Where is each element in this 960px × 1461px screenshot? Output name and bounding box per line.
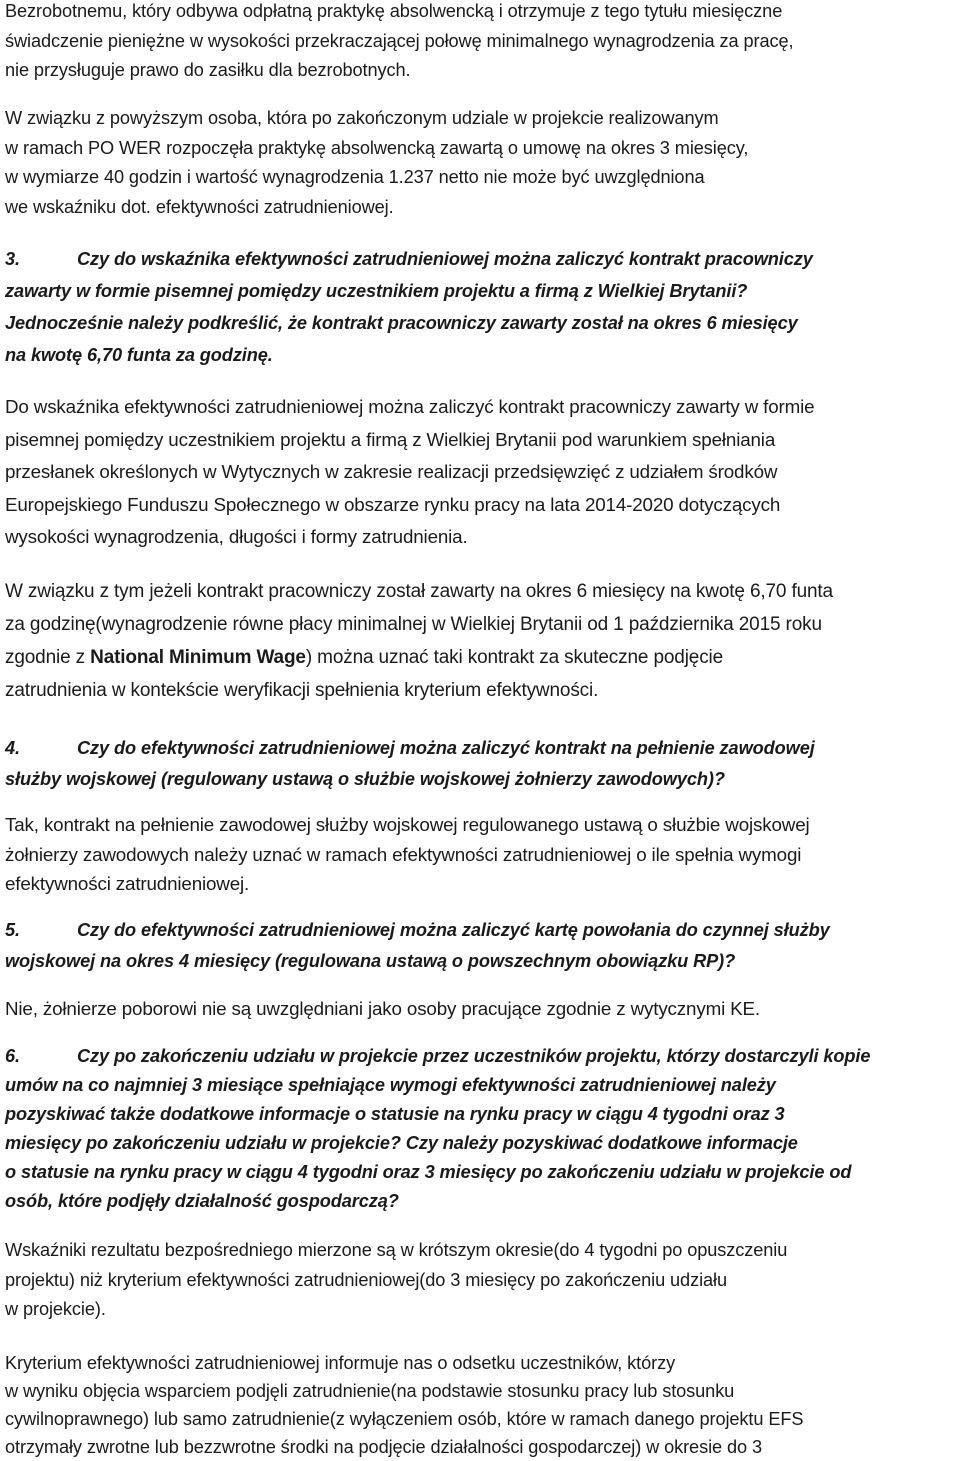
text-line: w wymiarze 40 godzin i wartość wynagrodzenia 1.237 netto nie może być uwzględniona — [5, 167, 705, 187]
question-text: Czy do wskaźnika efektywności zatrudnieniowej można zaliczyć kontrakt pracowniczy — [77, 249, 813, 269]
answer-3-conclusion — [5, 575, 955, 707]
emphasis-national-minimum-wage: National Minimum Wage — [90, 647, 306, 668]
question-line — [5, 243, 955, 275]
text-line: efektywności zatrudnieniowej. — [5, 873, 250, 894]
text-line: nie przysługuje prawo do zasiłku dla bezrobotnych. — [5, 60, 411, 80]
question-line: na kwotę 6,70 funta za godzinę. — [5, 345, 273, 365]
text-line: wysokości wynagrodzenia, długości i formy zatrudnienia. — [5, 526, 468, 547]
question-line: miesięcy po zakończeniu udziału w projekcie? Czy należy pozyskiwać dodatkowe informacje — [5, 1133, 798, 1153]
question-line — [5, 915, 955, 946]
question-number: 6. — [5, 1046, 20, 1066]
answer-4 — [5, 810, 955, 899]
question-line: służby wojskowej (regulowany ustawą o służbie wojskowej żołnierzy zawodowych)? — [5, 769, 725, 789]
text-line: Bezrobotnemu, który odbywa odpłatną praktykę absolwencką i otrzymuje z tego tytułu miesięczne — [5, 1, 783, 21]
answer-5 — [5, 993, 955, 1026]
text-line: W związku z tym jeżeli kontrakt pracowniczy został zawarty na okres 6 miesięcy na kwotę 6,70 funta — [5, 581, 833, 602]
paragraph-unemployed-internship — [5, 0, 955, 86]
text-line: Kryterium efektywności zatrudnieniowej informuje nas o odsetku uczestników, którzy — [5, 1353, 676, 1373]
text-segment: ) można uznać taki kontrakt za skuteczne podjęcie — [305, 647, 724, 668]
paragraph-po-wer-internship — [5, 104, 955, 222]
text-line: Wskaźniki rezultatu bezpośredniego mierzone są w krótszym okresie(do 4 tygodni po opuszczeniu — [5, 1240, 788, 1260]
text-line: w wyniku objęcia wsparciem podjęli zatrudnienie(na podstawie stosunku pracy lub stosunku — [5, 1381, 735, 1401]
text-line: żołnierzy zawodowych należy uznać w ramach efektywności zatrudnieniowej o ile spełnia wymogi — [5, 843, 802, 865]
question-number: 3. — [5, 249, 20, 269]
text-line: W związku z powyższym osoba, która po zakończonym udziale w projekcie realizowanym — [5, 108, 719, 128]
text-line — [5, 641, 955, 674]
question-line: Jednocześnie należy podkreślić, że kontrakt pracowniczy zawarty został na okres 6 miesięcy — [5, 313, 798, 333]
text-line: przesłanek określonych w Wytycznych w zakresie realizacji przedsięwzięć z udziałem środków — [5, 461, 778, 482]
text-line: projektu) niż kryterium efektywności zatrudnieniowej(do 3 miesięcy po zakończeniu udziału — [5, 1269, 727, 1290]
text-line: zatrudnienia w kontekście weryfikacji spełnienia kryterium efektywności. — [5, 680, 599, 701]
text-line: otrzymały zwrotne lub bezzwrotne środki na podjęcie działalności gospodarczej) w okresie do 3 — [5, 1437, 762, 1457]
answer-6-criterion — [5, 1349, 955, 1461]
question-line: wojskowej na okres 4 miesięcy (regulowana ustawą o powszechnym obowiązku RP)? — [5, 951, 736, 971]
question-line: pozyskiwać także dodatkowe informacje o statusie na rynku pracy w ciągu 4 tygodni oraz 3 — [5, 1104, 785, 1124]
text-line: świadczenie pieniężne w wysokości przekraczającej połowę minimalnego wynagrodzenia za pracę, — [5, 30, 794, 51]
answer-3-conditions — [5, 391, 955, 554]
text-line: we wskaźniku dot. efektywności zatrudnieniowej. — [5, 196, 394, 217]
text-line: za godzinę(wynagrodzenie równe płacy minimalnej w Wielkiej Brytanii od 1 października 2015 roku — [5, 614, 822, 635]
text-line: cywilnoprawnego) lub samo zatrudnienie(z wyłączeniem osób, które w ramach danego projektu EFS — [5, 1409, 804, 1429]
text-line: pisemnej pomiędzy uczestnikiem projektu a firmą z Wielkiej Brytanii pod warunkiem spełniania — [5, 428, 776, 450]
question-3 — [5, 243, 955, 371]
question-number: 4. — [5, 738, 20, 758]
question-6 — [5, 1042, 955, 1216]
question-line: osób, które podjęły działalność gospodarczą? — [5, 1191, 399, 1211]
text-line: w projekcie). — [5, 1299, 106, 1319]
text-line: Nie, żołnierze poborowi nie są uwzględniani jako osoby pracujące zgodnie z wytycznymi KE. — [5, 998, 760, 1019]
text-line: Tak, kontrakt na pełnienie zawodowej służby wojskowej regulowanego ustawą o służbie wojskowej — [5, 814, 810, 835]
text-line: Europejskiego Funduszu Społecznego w obszarze rynku pracy na lata 2014-2020 dotyczących — [5, 493, 781, 515]
text-line: Do wskaźnika efektywności zatrudnieniowej można zaliczyć kontrakt pracowniczy zawarty w formie — [5, 396, 815, 417]
text-line: w ramach PO WER rozpoczęła praktykę absolwencką zawartą o umowę na okres 3 miesięcy, — [5, 137, 749, 158]
question-5 — [5, 915, 955, 977]
question-line — [5, 733, 955, 764]
question-line: o statusie na rynku pracy w ciągu 4 tygodni oraz 3 miesięcy po zakończeniu udziału w projekcie od — [5, 1162, 852, 1182]
question-number: 5. — [5, 920, 20, 940]
question-text: Czy do efektywności zatrudnieniowej można zaliczyć kartę powołania do czynnej służby — [77, 920, 830, 940]
question-line — [5, 1042, 955, 1071]
text-segment: zgodnie z — [5, 647, 91, 668]
question-line: umów na co najmniej 3 miesiące spełniające wymogi efektywności zatrudnieniowej należy — [5, 1075, 776, 1095]
answer-6-indicators — [5, 1236, 955, 1325]
question-4 — [5, 733, 955, 795]
question-text: Czy po zakończeniu udziału w projekcie przez uczestników projektu, którzy dostarczyli kopie — [77, 1046, 871, 1066]
question-text: Czy do efektywności zatrudnieniowej można zaliczyć kontrakt na pełnienie zawodowej — [77, 738, 815, 758]
question-line: zawarty w formie pisemnej pomiędzy uczestnikiem projektu a firmą z Wielkiej Brytanii? — [5, 281, 748, 301]
